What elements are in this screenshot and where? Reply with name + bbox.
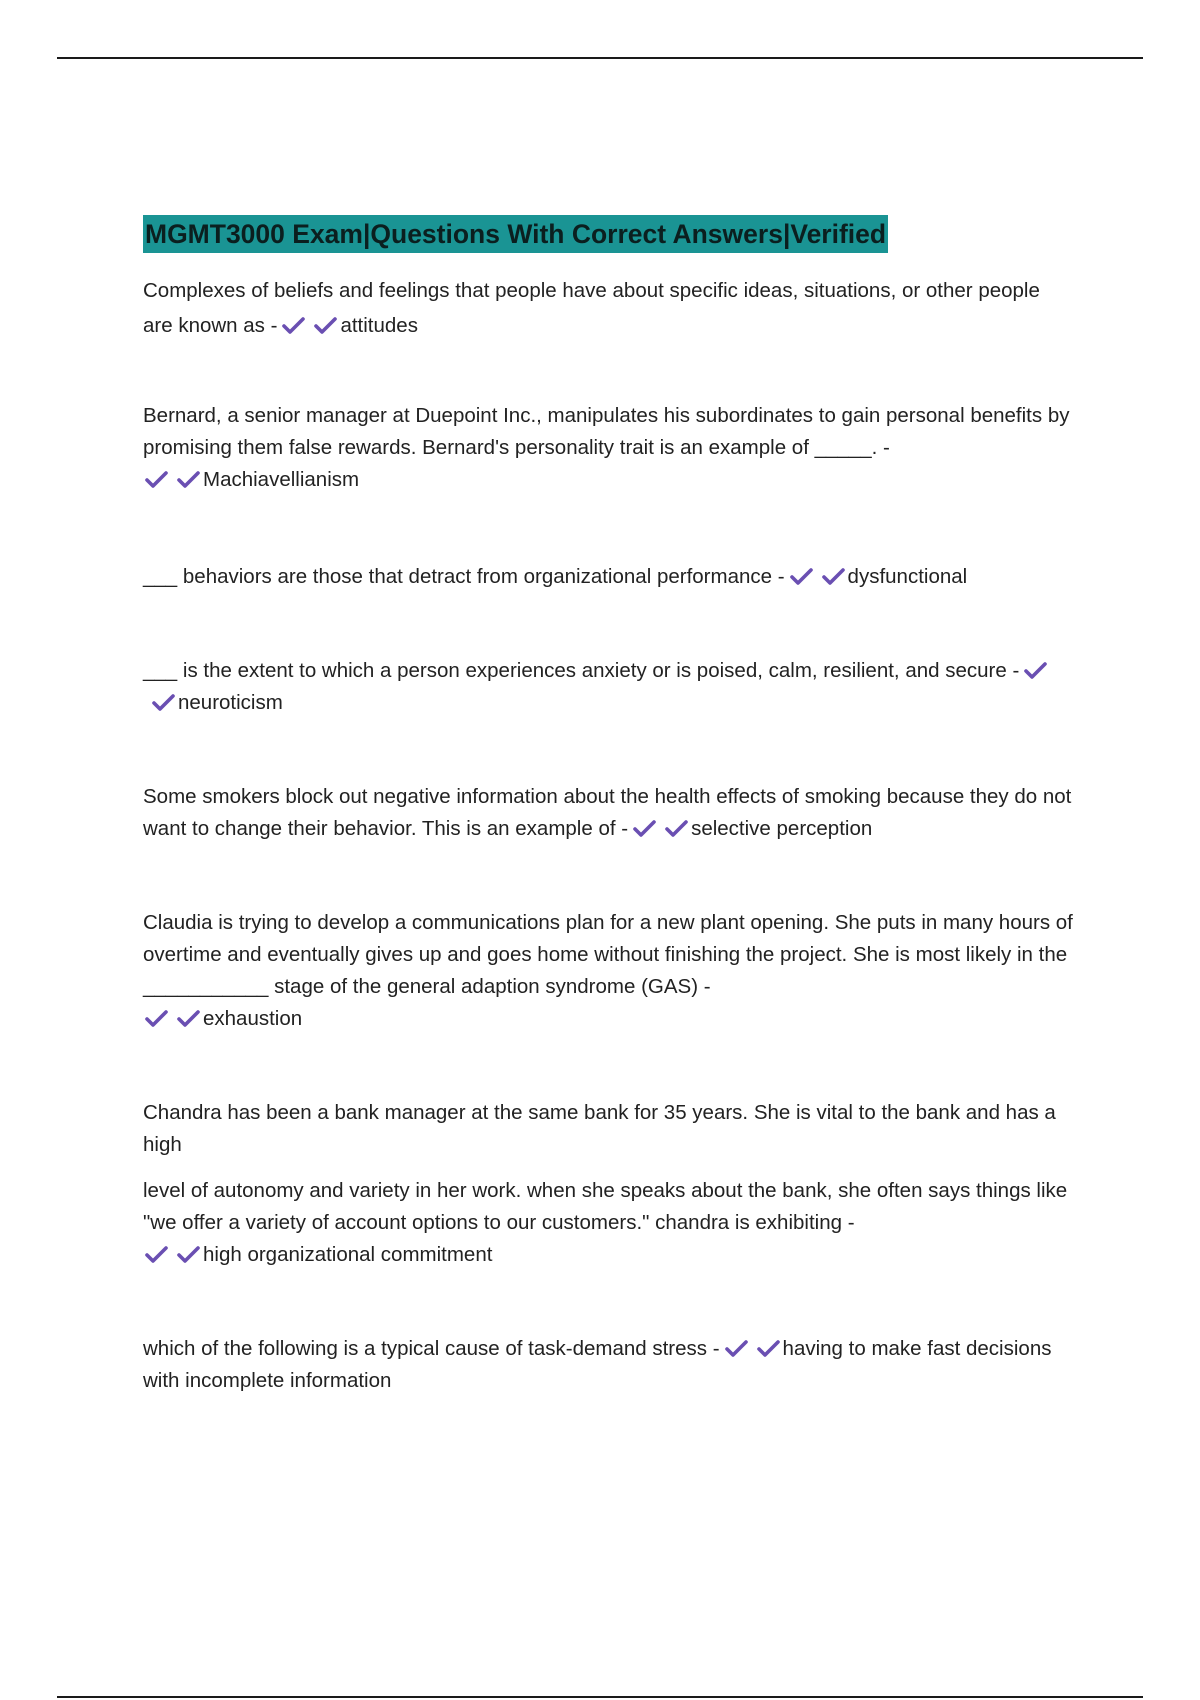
top-rule xyxy=(57,57,1143,59)
question-text: which of the following is a typical cause of task-demand stress - xyxy=(143,1337,720,1360)
answer-text: selective perception xyxy=(691,817,873,840)
answer-text: high organizational commitment xyxy=(203,1243,493,1266)
answer-text: neuroticism xyxy=(178,691,283,714)
question-text: Some smokers block out negative information about the health effects of smoking because they do not want to change their behavior. This is an example of - xyxy=(143,785,1072,840)
checkmark-icon xyxy=(1024,662,1047,679)
checkmark-icon xyxy=(145,1246,168,1263)
checkmark-icon xyxy=(177,1246,200,1263)
question-text: ___ behaviors are those that detract from organizational performance - xyxy=(143,565,785,588)
question-text: ___ is the extent to which a person experiences anxiety or is poised, calm, resilient, and secure - xyxy=(143,659,1020,682)
question-text-continued: level of autonomy and variety in her work. when she speaks about the bank, she often says things like "we offer a variety of account options to our customers." chandra is exhibiting - xyxy=(143,1179,1068,1234)
checkmark-icon xyxy=(152,694,175,711)
answer-text: having to make fast decisions with incomplete information xyxy=(143,1337,1052,1392)
checkmark-icon xyxy=(725,1340,748,1357)
checkmark-icon xyxy=(633,820,656,837)
checkmark-icon xyxy=(822,568,845,585)
answer-text: attitudes xyxy=(340,314,418,337)
answer-text: exhaustion xyxy=(203,1007,303,1030)
document-body xyxy=(143,215,1073,1397)
checkmark-icon xyxy=(282,317,305,334)
qa-item xyxy=(143,273,1073,343)
qa-item xyxy=(143,655,1073,719)
checkmark-icon xyxy=(177,1010,200,1027)
question-text: Claudia is trying to develop a communications plan for a new plant opening. She puts in many hours of overtime and eventually gives up and goes home without finishing the project. She is most likely in the ___________ stage of the general adaption syndrome (GAS) - xyxy=(143,911,1073,998)
qa-item xyxy=(143,1097,1073,1271)
checkmark-icon xyxy=(790,568,813,585)
page-title: MGMT3000 Exam|Questions With Correct Answers|Verified xyxy=(143,215,888,253)
checkmark-icon xyxy=(177,471,200,488)
checkmark-icon xyxy=(145,471,168,488)
qa-item xyxy=(143,400,1073,496)
answer-text: dysfunctional xyxy=(847,565,968,588)
question-text: Bernard, a senior manager at Duepoint Inc., manipulates his subordinates to gain personal benefits by promising them false rewards. Bernard's personality trait is an example of _____. - xyxy=(143,404,1070,459)
qa-item xyxy=(143,1333,1073,1397)
checkmark-icon xyxy=(665,820,688,837)
question-text: Complexes of beliefs and feelings that people have about specific ideas, situations, or other people are known as - xyxy=(143,279,1040,337)
checkmark-icon xyxy=(145,1010,168,1027)
checkmark-icon xyxy=(314,317,337,334)
qa-item xyxy=(143,781,1073,845)
qa-item xyxy=(143,907,1073,1035)
checkmark-icon xyxy=(757,1340,780,1357)
bottom-rule xyxy=(57,1696,1143,1698)
question-text: Chandra has been a bank manager at the same bank for 35 years. She is vital to the bank and has a high xyxy=(143,1101,1056,1156)
qa-item xyxy=(143,561,1073,593)
answer-text: Machiavellianism xyxy=(203,468,360,491)
